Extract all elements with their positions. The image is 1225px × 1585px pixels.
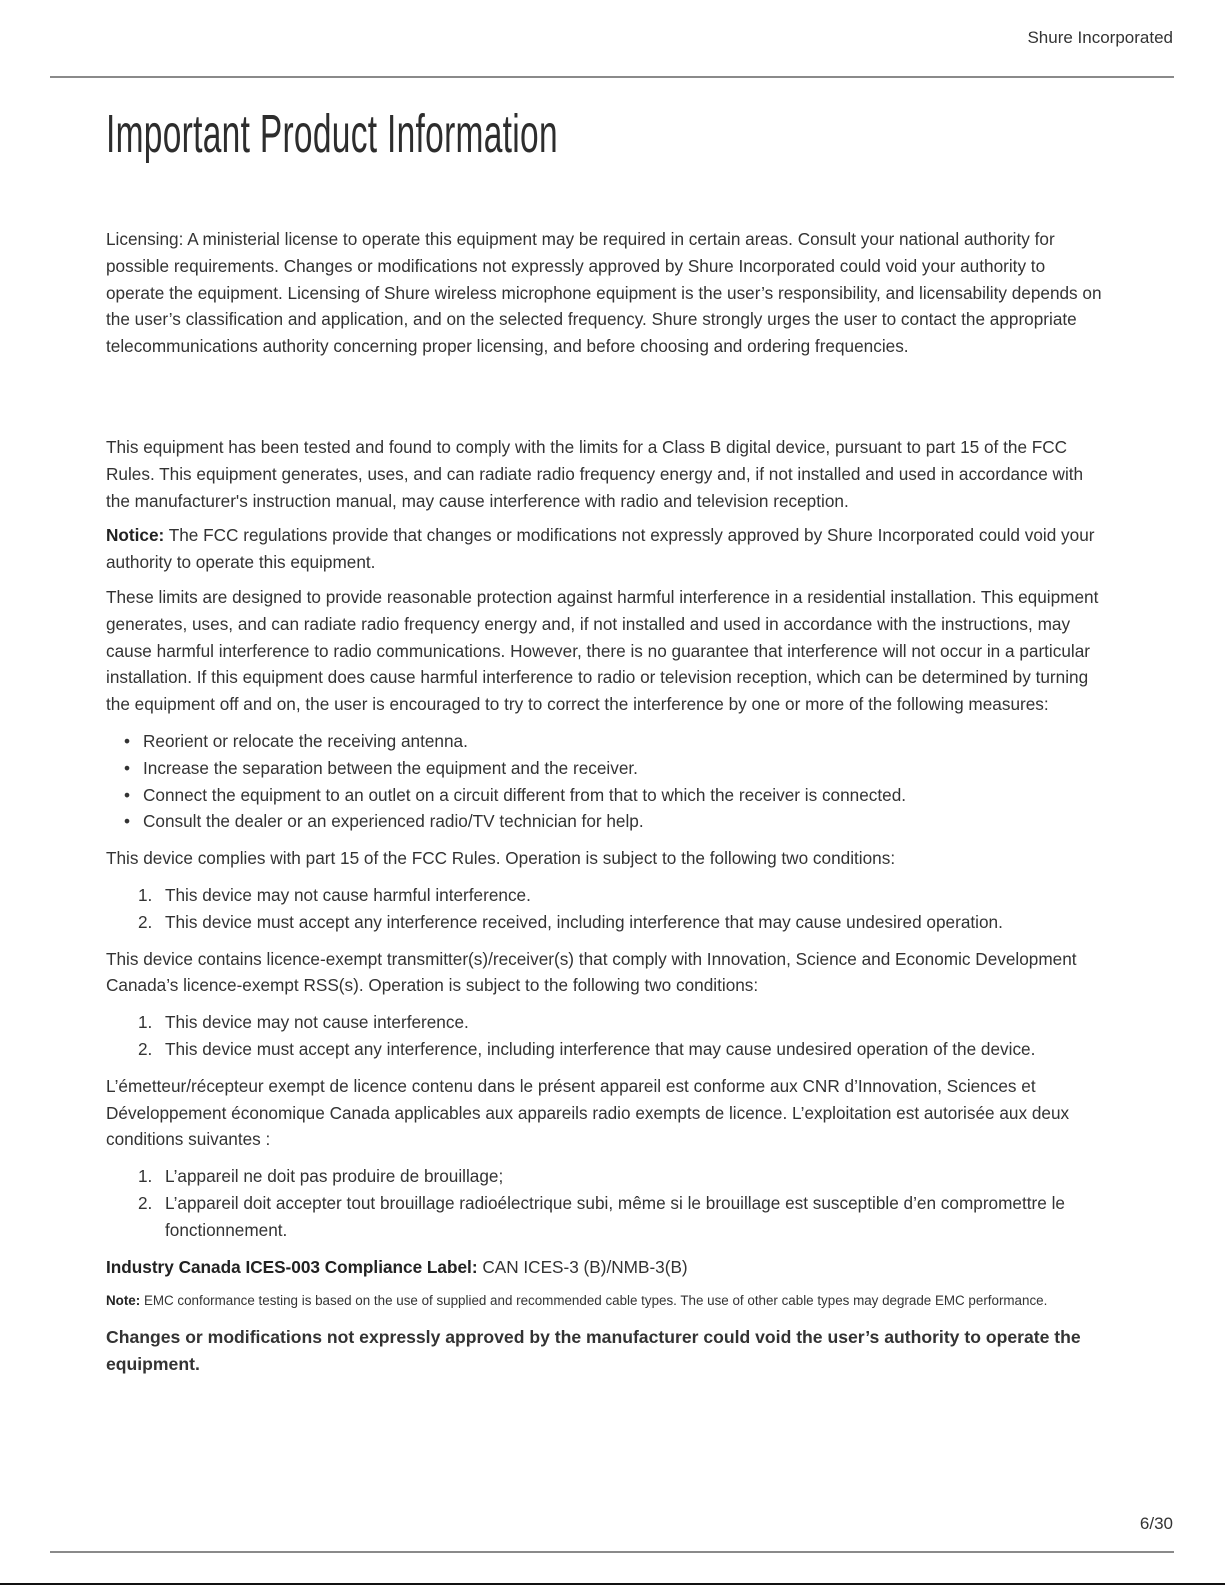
ised-conditions-list (106, 1009, 1108, 1063)
list-item (106, 1190, 1108, 1244)
bullet-icon: • (124, 784, 131, 805)
list-item-text: L’appareil ne doit pas produire de brouillage; (165, 1166, 504, 1187)
emc-note (106, 1290, 1108, 1312)
list-number: 1. (138, 1166, 153, 1187)
part15-paragraph: This device complies with part 15 of the FCC Rules. Operation is subject to the following two conditions: (106, 848, 896, 869)
fcc-intro-paragraph: This equipment has been tested and found to comply with the limits for a Class B digital device, pursuant to part 15 of the FCC Rules. This equipment generates, uses, and can radiate radio frequency energy and, if not installed and used in accordance with the manufacturer's instruction manual, may cause interference with radio and television reception. (106, 436, 1084, 511)
list-item-text: Increase the separation between the equipment and the receiver. (143, 757, 638, 778)
document-body (106, 226, 1108, 1386)
list-item-text: This device may not cause interference. (165, 1012, 469, 1033)
french-paragraph: L’émetteur/récepteur exempt de licence contenu dans le présent appareil est conforme aux CNR d’Innovation, Sciences et Développement économique Canada applicables aux appareils radio exempts de licence. L’exploitation est autorisée aux deux conditions suivantes : (106, 1075, 1070, 1150)
french-conditions-list (106, 1163, 1108, 1243)
notice-label: Notice: (106, 525, 165, 546)
list-number: 2. (138, 1038, 153, 1059)
notice-text: The FCC regulations provide that changes or modifications not expressly approved by Shure Incorporated could void your authority to operate this equipment. (106, 525, 1095, 573)
list-item (106, 1009, 1108, 1036)
page-title: Important Product Information (106, 104, 558, 164)
page-number: 6/30 (1139, 1514, 1173, 1533)
list-item-text: Consult the dealer or an experienced radio/TV technician for help. (143, 811, 644, 832)
ised-paragraph: This device contains licence-exempt transmitter(s)/receiver(s) that comply with Innovation, Science and Economic Development Canada’s licence-exempt RSS(s). Operation is subject to the following two conditions: (106, 948, 1077, 996)
list-item-text: Connect the equipment to an outlet on a circuit different from that to which the receiver is connected. (143, 784, 907, 805)
list-item-text: This device must accept any interference received, including interference that may cause undesired operation. (165, 911, 1003, 932)
note-label: Note: (106, 1293, 141, 1309)
interference-measures-list (106, 728, 1108, 835)
list-number: 2. (138, 1192, 153, 1213)
fcc-limits-paragraph: These limits are designed to provide reasonable protection against harmful interference in a residential installation. This equipment generates, uses, and can radiate radio frequency energy and, if not installed and used in accordance with the instructions, may cause harmful interference to radio communications. However, there is no guarantee that interference will not occur in a particular installation. If this equipment does cause harmful interference to radio or television reception, which can be determined by turning the equipment off and on, the user is encouraged to try to correct the interference by one or more of the following measures: (106, 586, 1099, 715)
bullet-icon: • (124, 730, 131, 751)
list-item (124, 728, 1108, 755)
closing-warning: Changes or modifications not expressly approved by the manufacturer could void the user’s authority to operate the equipment. (106, 1326, 1081, 1374)
list-item-text: Reorient or relocate the receiving antenna. (143, 730, 468, 751)
list-number: 2. (138, 911, 153, 932)
list-item-text: L’appareil doit accepter tout brouillage radioélectrique subi, même si le brouillage est susceptible d’en compromettre le fonctionnement. (165, 1192, 1065, 1240)
header-divider (50, 76, 1174, 78)
list-item (106, 909, 1108, 936)
list-item (106, 882, 1108, 909)
list-item (124, 782, 1108, 809)
compliance-value: CAN ICES-3 (B)/NMB-3(B) (477, 1256, 688, 1277)
header-company-name: Shure Incorporated (1027, 28, 1173, 47)
list-item (106, 1036, 1108, 1063)
list-item-text: This device must accept any interference, including interference that may cause undesired operation of the device. (165, 1038, 1036, 1059)
note-text: EMC conformance testing is based on the use of supplied and recommended cable types. The use of other cable types may degrade EMC performance. (140, 1293, 1048, 1309)
list-item (124, 755, 1108, 782)
licensing-paragraph: Licensing: A ministerial license to operate this equipment may be required in certain areas. Consult your national authority for possible requirements. Changes or modifications not expressly approved by Shure Incorporated could void your authority to operate the equipment. Licensing of Shure wireless microphone equipment is the user’s responsibility, and licensability depends on the user’s classification and application, and on the selected frequency. Shure strongly urges the user to contact the appropriate telecommunications authority concerning proper licensing, and before choosing and ordering frequencies. (106, 229, 1102, 357)
list-number: 1. (138, 1012, 153, 1033)
footer-divider (50, 1551, 1174, 1553)
compliance-label-paragraph (106, 1254, 1108, 1281)
bullet-icon: • (124, 757, 131, 778)
list-item (106, 1163, 1108, 1190)
fcc-notice-paragraph (106, 522, 1108, 576)
part15-conditions-list (106, 882, 1108, 936)
compliance-label: Industry Canada ICES-003 Compliance Label: (106, 1256, 478, 1277)
bullet-icon: • (124, 811, 131, 832)
list-item-text: This device may not cause harmful interference. (165, 884, 531, 905)
list-item (124, 808, 1108, 835)
list-number: 1. (138, 884, 153, 905)
